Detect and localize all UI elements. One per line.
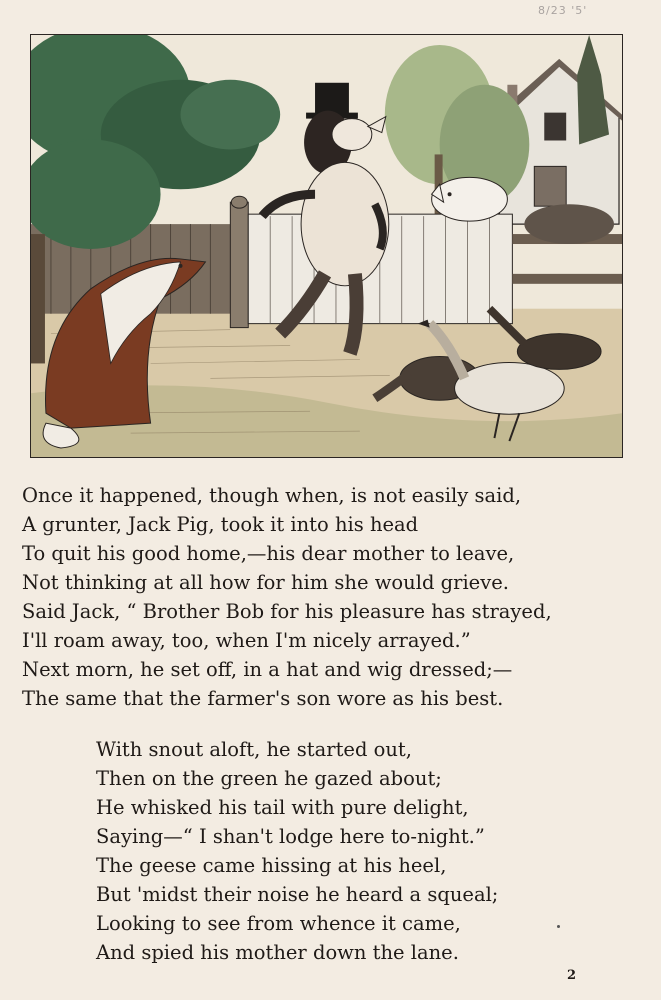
verse-line: But 'midst their noise he heard a squeal; <box>96 883 499 906</box>
verse-line: The same that the farmer's son wore as his best. <box>22 687 504 710</box>
ink-speck <box>557 925 560 928</box>
verse-line: Not thinking at all how for him she would grieve. <box>22 571 509 594</box>
pencil-note: 8/23 '5' <box>538 4 588 17</box>
stanza-two <box>96 735 636 967</box>
dark-pig <box>524 204 614 244</box>
verse-line: To quit his good home,—his dear mother to leave, <box>22 542 515 565</box>
verse-line: Said Jack, “ Brother Bob for his pleasure has strayed, <box>22 600 552 623</box>
illustration-svg <box>31 35 622 457</box>
verse-line: Once it happened, though when, is not easily said, <box>22 484 522 507</box>
verse-line: I'll roam away, too, when I'm nicely arrayed.” <box>22 629 471 652</box>
verse-line: Looking to see from whence it came, <box>96 912 461 935</box>
verse-line: Then on the green he gazed about; <box>96 767 442 790</box>
verse-line: The geese came hissing at his heel, <box>96 854 447 877</box>
mother-pig <box>432 177 508 221</box>
verse-line: A grunter, Jack Pig, took it into his head <box>22 513 419 536</box>
verse-line: And spied his mother down the lane. <box>96 941 459 964</box>
verse-line: With snout aloft, he started out, <box>96 738 412 761</box>
stanza-one <box>22 481 642 713</box>
verse-line: Saying—“ I shan't lodge here to-night.” <box>96 825 485 848</box>
page-number: 2 <box>567 968 577 983</box>
verse-line: Next morn, he set off, in a hat and wig dressed;— <box>22 658 513 681</box>
verse-line: He whisked his tail with pure delight, <box>96 796 469 819</box>
illustration-pig-in-hat <box>30 34 623 458</box>
